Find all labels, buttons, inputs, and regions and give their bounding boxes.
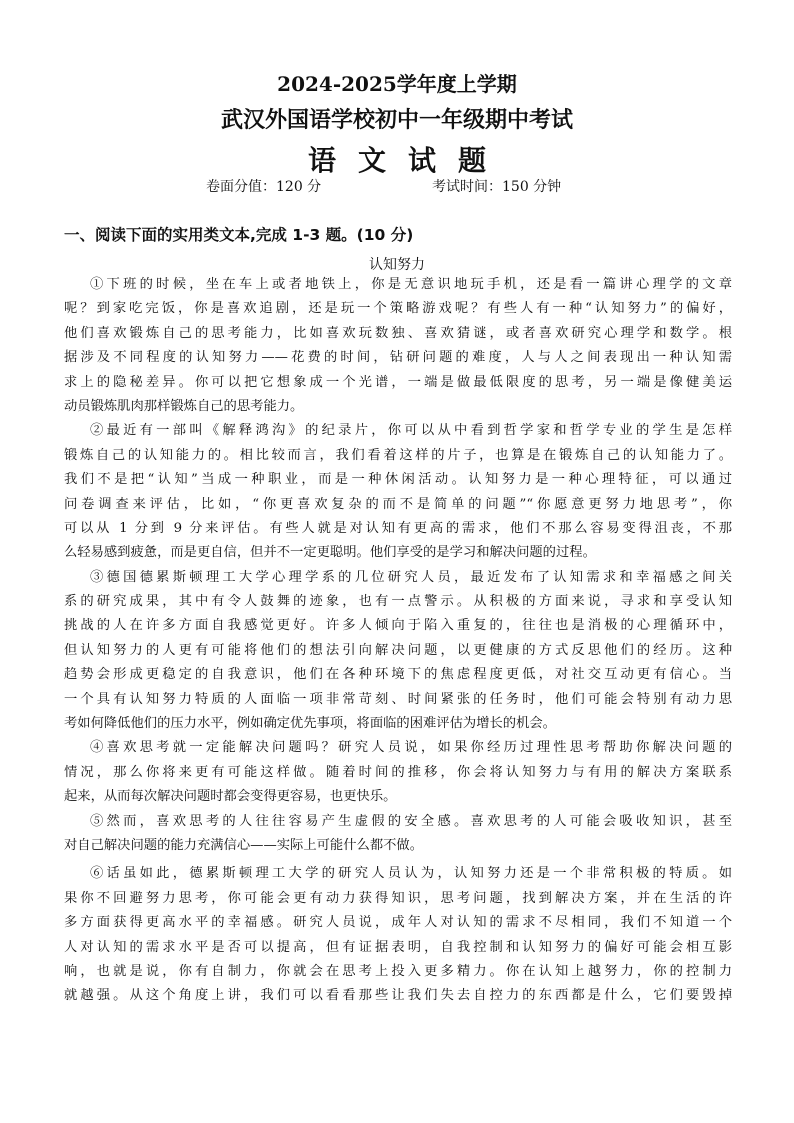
text-line: 对自己解决问题的能力充满信心——实际上可能什么都不做。 — [64, 837, 424, 853]
score-info: 卷面分值：120 分 — [206, 179, 322, 195]
text-line: 考如何降低他们的压力水平，例如确定优先事项，将面临的困难评估为增长的机会。 — [64, 716, 556, 732]
text-line: 情况，那么你将来更有可能这样做。随着时间的推移，你会将认知努力与有用的解决方案联系 — [64, 764, 732, 780]
text-line: 果你不回避努力思考，你可能会更有动力获得知识，思考问题，找到解决方案，并在生活的许 — [64, 890, 732, 906]
text-line: 求上的隐秘差异。你可以把它想象成一个光谱，一端是做最低限度的思考，另一端是像健美运 — [64, 374, 732, 390]
text-line: 就越强。从这个角度上讲，我们可以看看那些让我们失去自控力的东西都是什么，它们要毁掉 — [64, 988, 732, 1004]
text-line: 呢？到家吃完饭，你是喜欢追剧，还是玩一个策略游戏呢？有些人有一种“认知努力”的偏好， — [64, 301, 732, 317]
text-line: 我们不是把“认知”当成一种职业，而是一种休闲活动。认知努力是一种心理特征，可以通过 — [64, 472, 732, 488]
article-body — [64, 273, 732, 1009]
text-line: 锻炼自己的认知能力的。相比较而言，我们看着这样的片子，也算是在锻炼自己的认知能力了。 — [64, 447, 732, 463]
text-line: ⑥话虽如此，德累斯顿理工大学的研究人员认为，认知努力还是一个非常积极的特质。如 — [90, 866, 732, 882]
text-line: ②最近有一部叫《解释鸿沟》的纪录片，你可以从中看到哲学家和哲学专业的学生是怎样 — [90, 423, 732, 439]
text-line: 趋势会形成更稳定的自我意识，他们在各种环境下的焦虑程度更低，对社交互动更有信心。当 — [64, 667, 732, 683]
text-line: 据涉及不同程度的认知努力——花费的时间，钻研问题的难度，人与人之间表现出一种认知需 — [64, 350, 732, 366]
section-heading: 一、阅读下面的实用类文本,完成 1-3 题。(10 分) — [64, 226, 414, 244]
paragraph-6 — [64, 862, 732, 1008]
article-title: 认知努力 — [369, 257, 425, 273]
paragraph-1 — [64, 273, 732, 419]
text-line: 系的研究成果，其中有令人鼓舞的迹象，也有一点警示。从积极的方面来说，寻求和享受认知 — [64, 594, 732, 610]
text-line: ③德国德累斯顿理工大学心理学系的几位研究人员，最近发布了认知需求和幸福感之间关 — [90, 569, 732, 585]
text-line: 但认知努力的人更有可能将他们的想法引向解决问题，以更健康的方式反思他们的经历。这种 — [64, 642, 732, 658]
text-line: 么轻易感到疲惫，而是更自信，但并不一定更聪明。他们享受的是学习和解决问题的过程。 — [64, 545, 596, 561]
paragraph-3 — [64, 566, 732, 737]
text-line: 多方面获得更高水平的幸福感。研究人员说，成年人对认知的需求不尽相同，我们不知道一个 — [64, 915, 732, 931]
text-line: ④喜欢思考就一定能解决问题吗？研究人员说，如果你经历过理性思考帮助你解决问题的 — [90, 740, 732, 756]
text-line: 人对认知的需求水平是否可以提高，但有证据表明，自我控制和认知努力的偏好可能会相互影 — [64, 939, 732, 955]
text-line: 响，也就是说，你有自制力，你就会在思考上投入更多精力。你在认知上越努力，你的控制力 — [64, 963, 732, 979]
text-line: 可以从 1 分到 9 分来评估。有些人就是对认知有更高的需求，他们不那么容易变得沮丧，不那 — [64, 520, 732, 536]
paragraph-5 — [64, 810, 732, 859]
paragraph-2 — [64, 419, 732, 565]
exam-subject-title: 语文试题 — [307, 144, 508, 177]
text-line: ⑤然而，喜欢思考的人往往容易产生虚假的安全感。喜欢思考的人可能会吸收知识，甚至 — [90, 813, 732, 829]
text-line: 一个具有认知努力特质的人面临一项非常苛刻、时间紧张的任务时，他们可能会特别有动力思 — [64, 691, 732, 707]
text-line: 问卷调查来评估，比如，“你更喜欢复杂的而不是简单的问题”“你愿意更努力地思考”，你 — [64, 496, 732, 512]
text-line: 挑战的人在许多方面自我感觉更好。许多人倾向于陷入重复的，往往也是消极的心理循环中， — [64, 618, 732, 634]
text-line: 他们喜欢锻炼自己的思考能力，比如喜欢玩数独、喜欢猜谜，或者喜欢研究心理学和数学。根 — [64, 325, 732, 341]
exam-year-term: 2024-2025学年度上学期 — [277, 72, 517, 96]
time-info: 考试时间：150 分钟 — [432, 179, 562, 195]
text-line: ①下班的时候，坐在车上或者地铁上，你是无意识地玩手机，还是看一篇讲心理学的文章 — [90, 277, 732, 292]
paragraph-4 — [64, 736, 732, 809]
exam-name: 武汉外国语学校初中一年级期中考试 — [220, 107, 573, 133]
text-line: 起来，从而每次解决问题时都会变得更容易，也更快乐。 — [64, 789, 397, 805]
text-line: 动员锻炼肌肉那样锻炼自己的思考能力。 — [64, 398, 304, 414]
